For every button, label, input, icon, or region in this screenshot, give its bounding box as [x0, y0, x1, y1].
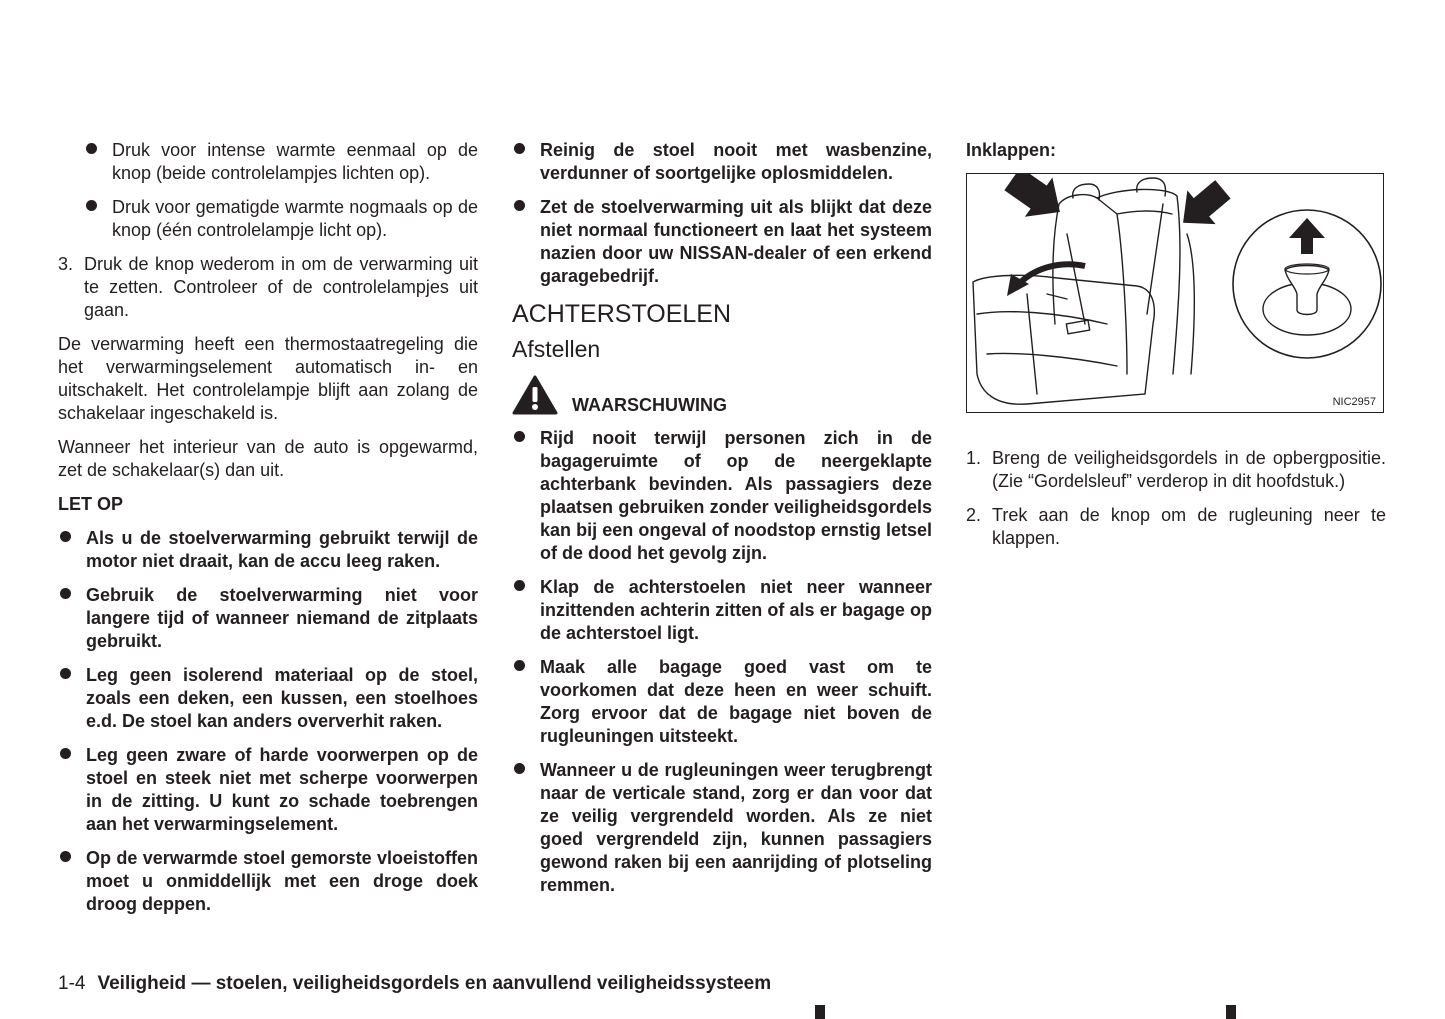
list-item: Reinig de stoel nooit met wasbenzine, verdunner of soortgelijke oplosmiddelen. — [512, 139, 932, 185]
chapter-title: Veiligheid — stoelen, veiligheidsgordels en aanvullend veiligheidssysteem — [97, 973, 772, 994]
warning-header — [512, 375, 932, 415]
bullet-icon — [514, 200, 525, 211]
paragraph: Wanneer het interieur van de auto is opgewarmd, zet de schakelaar(s) dan uit. — [58, 437, 478, 480]
caution-list — [58, 527, 478, 916]
sub-bullet-list — [58, 139, 478, 242]
list-item: Op de verwarmde stoel gemorste vloeistoffen moet u onmiddellijk met een droge doek droog deppen. — [58, 847, 478, 916]
warning-label: WAARSCHUWING — [572, 395, 727, 415]
list-item: Rijd nooit terwijl personen zich in de bagageruimte of op de neergeklapte achterbank bevinden. Als passagiers deze plaatsen gebruiken zonder veiligheidsgordels kan bij een ongeval of noodstop ernstig letsel of de dood het gevolg zijn. — [512, 427, 932, 565]
bullet-icon — [60, 851, 71, 862]
step-3: 3. Druk de knop wederom in om de verwarming uit te zetten. Controleer of de controlelampjes uit gaan. — [58, 254, 478, 320]
list-item: Maak alle bagage goed vast om te voorkomen dat deze heen en weer schuift. Zorg ervoor dat de bagage niet boven de rugleuningen uitsteekt. — [512, 656, 932, 748]
crop-mark — [1226, 1005, 1236, 1019]
list-item: Leg geen zware of harde voorwerpen op de stoel en steek niet met scherpe voorwerpen in de zitting. U kunt zo schade toebrengen aan het verwarmingselement. — [58, 744, 478, 836]
seat-fold-illustration — [966, 173, 1384, 413]
bullet-icon — [60, 748, 71, 759]
bullet-icon — [86, 143, 97, 154]
warning-triangle-icon — [512, 375, 558, 415]
bullet-icon — [60, 531, 71, 542]
bullet-icon — [514, 580, 525, 591]
bullet-icon — [514, 431, 525, 442]
list-item: Zet de stoelverwarming uit als blijkt dat deze niet normaal functioneert en laat het systeem nazien door uw NISSAN-dealer of een erkend garagebedrijf. — [512, 196, 932, 288]
subsection-title: Afstellen — [512, 336, 601, 362]
figure-code: NIC2957 — [1332, 396, 1376, 408]
page-number: 1-4 — [58, 973, 86, 994]
warning-list — [512, 427, 932, 897]
crop-mark — [815, 1005, 825, 1019]
caution-heading: LET OP — [58, 494, 124, 514]
step-1: 1. Breng de veiligheidsgordels in de opbergpositie. (Zie “Gordelsleuf” verderop in dit hoofdstuk.) — [966, 448, 1386, 491]
list-item: Leg geen isolerend materiaal op de stoel, zoals een deken, een kussen, een stoelhoes e.d. De stoel kan anders oververhit raken. — [58, 664, 478, 733]
column-3 — [966, 139, 1386, 561]
fold-heading: Inklappen: — [966, 140, 1057, 160]
list-item: Klap de achterstoelen niet neer wanneer inzittenden achterin zitten of als er bagage op de achterstoel ligt. — [512, 576, 932, 645]
list-item: Als u de stoelverwarming gebruikt terwijl de motor niet draait, kan de accu leeg raken. — [58, 527, 478, 573]
bullet-icon — [514, 143, 525, 154]
bullet-icon — [60, 588, 71, 599]
cleaning-list — [512, 139, 932, 288]
list-item: Druk voor intense warmte eenmaal op de knop (beide controlelampjes lichten op). — [84, 139, 478, 185]
bullet-icon — [86, 200, 97, 211]
column-1 — [58, 139, 478, 927]
column-2 — [512, 139, 932, 908]
page-footer — [58, 972, 771, 996]
section-title: ACHTERSTOELEN — [512, 300, 732, 328]
bullet-icon — [514, 660, 525, 671]
rear-seat-diagram — [967, 174, 1385, 414]
step-2: 2. Trek aan de knop om de rugleuning neer te klappen. — [966, 505, 1386, 548]
bullet-icon — [514, 763, 525, 774]
paragraph: De verwarming heeft een thermostaatregeling die het verwarmingselement automatisch in- en uitschakelt. Het controlelampje blijft aan zolang de schakelaar ingeschakeld is. — [58, 334, 478, 423]
bullet-icon — [60, 668, 71, 679]
list-item: Druk voor gematigde warmte nogmaals op de knop (één controlelampje licht op). — [84, 196, 478, 242]
list-item: Wanneer u de rugleuningen weer terugbrengt naar de verticale stand, zorg er dan voor dat ze veilig vergrendeld worden. Als ze niet goed vergrendeld zijn, kunnen passagiers gewond raken bij een aanrijding of plotseling remmen. — [512, 759, 932, 897]
list-item: Gebruik de stoelverwarming niet voor langere tijd of wanneer niemand de zitplaats gebruikt. — [58, 584, 478, 653]
